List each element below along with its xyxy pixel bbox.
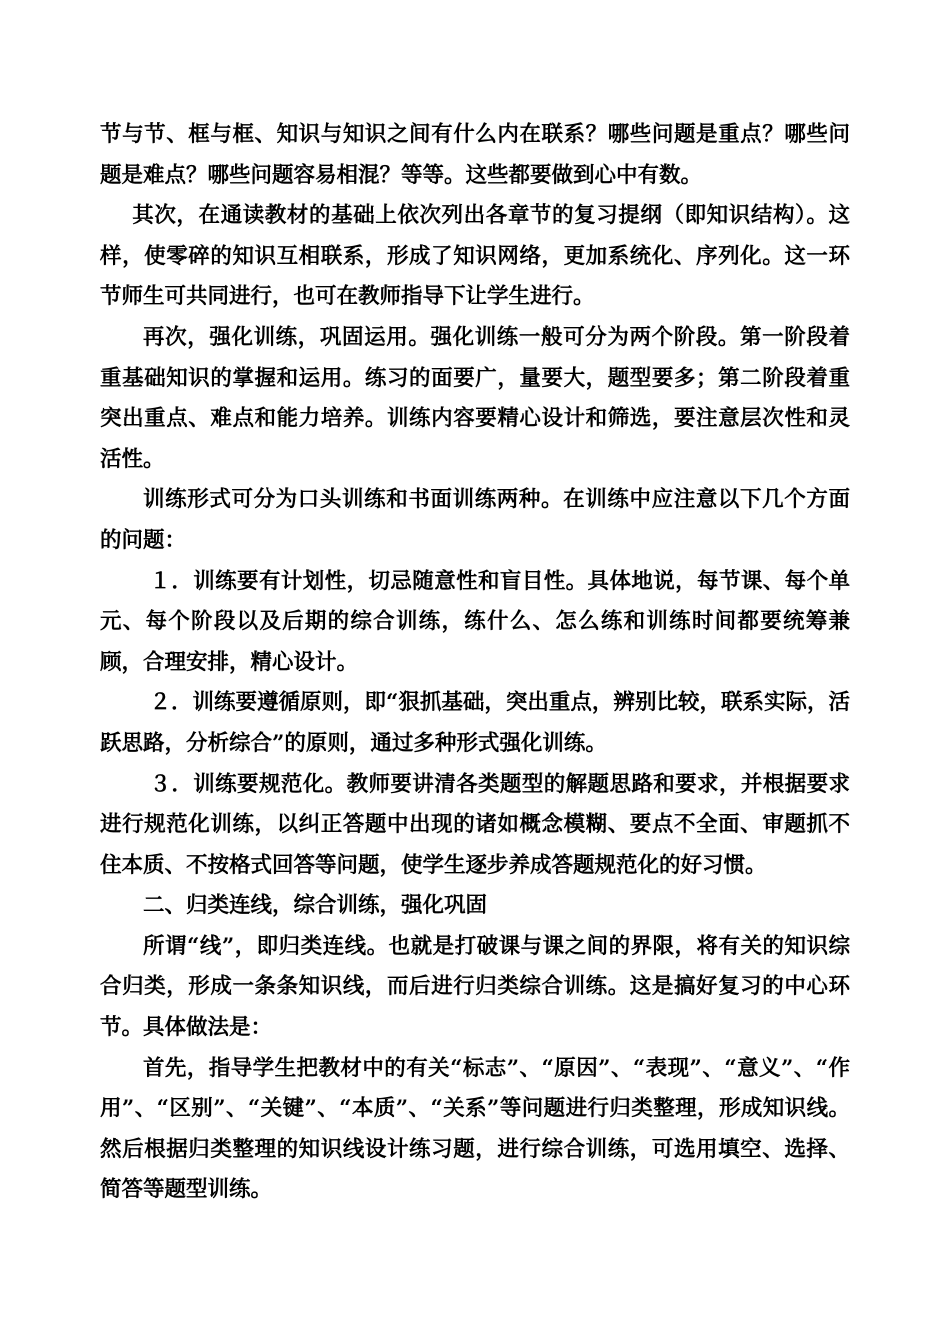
list-item-3: ３．训练要规范化。教师要讲清各类题型的解题思路和要求，并根据要求进行规范化训练，以纠正答题中出现的诸如概念模糊、要点不全面、审题抓不住本质、不按格式回答等问题，使学生逐步养成答题规范化的好习惯。 [100, 771, 850, 878]
list-item-2: ２．训练要遵循原则，即“狠抓基础，突出重点，辨别比较，联系实际，活跃思路，分析综合”的原则，通过多种形式强化训练。 [100, 690, 850, 756]
paragraph-thirdly: 再次，强化训练，巩固运用。强化训练一般可分为两个阶段。第一阶段着重基础知识的掌握和运用。练习的面要广，量要大，题型要多；第二阶段着重突出重点、难点和能力培养。训练内容要精心设计和筛选，要注意层次性和灵活性。 [100, 324, 850, 472]
paragraph-first-step: 首先，指导学生把教材中的有关“标志”、“原因”、“表现”、“意义”、“作用”、“区别”、“关键”、“本质”、“关系”等问题进行归类整理，形成知识线。然后根据归类整理的知识线设计练习题，进行综合训练，可选用填空、选择、简答等题型训练。 [100, 1055, 850, 1203]
paragraph-line-definition: 所谓“线”，即归类连线。也就是打破课与课之间的界限，将有关的知识综合归类，形成一条条知识线，而后进行归类综合训练。这是搞好复习的中心环节。具体做法是： [100, 933, 850, 1041]
paragraph-training-forms: 训练形式可分为口头训练和书面训练两种。在训练中应注意以下几个方面的问题： [100, 487, 850, 553]
document-body [100, 115, 850, 1211]
list-item-1: １．训练要有计划性，切忌随意性和盲目性。具体地说，每节课、每个单元、每个阶段以及后期的综合训练，练什么、怎么练和训练时间都要统筹兼顾，合理安排，精心设计。 [100, 568, 850, 675]
section-heading-2: 二、归类连线，综合训练，强化巩固 [143, 893, 488, 919]
paragraph-continuation: 节与节、框与框、知识与知识之间有什么内在联系？哪些问题是重点？哪些问题是难点？哪些问题容易相混？等等。这些都要做到心中有数。 [100, 122, 850, 188]
paragraph-secondly: 其次，在通读教材的基础上依次列出各章节的复习提纲（即知识结构）。这样，使零碎的知识互相联系，形成了知识网络，更加系统化、序列化。这一环节师生可共同进行，也可在教师指导下让学生进行。 [100, 203, 850, 310]
